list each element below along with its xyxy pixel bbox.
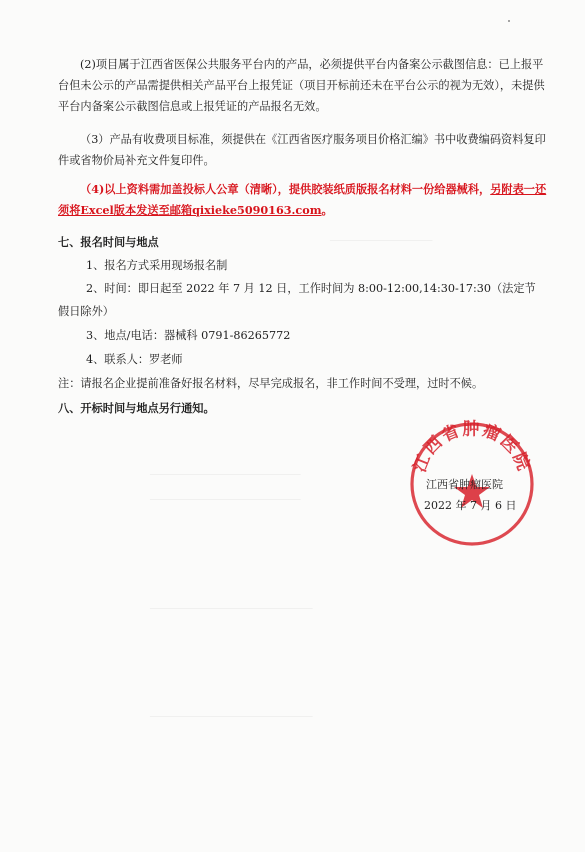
item-4-end: 。 <box>321 203 333 217</box>
registration-note: 注：请报名企业提前准备好报名材料，尽早完成报名，非工作时间不受理，过时不候。 <box>58 377 484 390</box>
item-4-requirement: （4)以上资料需加盖投标人公章（清晰），提供胶装纸质版报名材料一份给器械科， <box>80 182 491 196</box>
section-7-item-2-line-1: 2、时间：即日起至 2022 年 7 月 12 日，工作时间为 8:00-12:00,14:30-17:30（法定节 <box>86 282 536 295</box>
show-through-text: ───────────────────────── <box>150 470 301 481</box>
show-through-text: ───────────────────────── <box>150 495 301 506</box>
section-8-title: 八、开标时间与地点另行通知。 <box>58 401 215 415</box>
section-7-item-4: 4、联系人：罗老师 <box>86 353 183 366</box>
section-7-item-1: 1、报名方式采用现场报名制 <box>86 259 228 272</box>
section-7-item-2-line-2: 假日除外） <box>58 305 114 318</box>
paragraph-item-4 <box>58 179 550 221</box>
section-7-item-3: 3、地点/电话：器械科 0791-86265772 <box>86 329 291 342</box>
paragraph-item-3: （3）产品有收费项目标准，须提供在《江西省医疗服务项目价格汇编》书中收费编码资料复印件或省物价局补充文件复印件。 <box>58 133 546 167</box>
issue-date: 2022 年 7 月 6 日 <box>424 499 517 512</box>
issuing-org: 江西省肿瘤医院 <box>426 478 503 491</box>
show-through-text: ───────────────── <box>330 236 433 247</box>
scan-speck <box>508 20 510 22</box>
svg-text:江西省肿瘤医院: 江西省肿瘤医院 <box>409 419 535 476</box>
signature-block <box>424 474 516 516</box>
item-4-email-instruction: 另附表一还须将Excel版本发送至邮箱qixieke5090163.com <box>58 182 547 217</box>
show-through-text: ─────────────────────────── <box>150 604 313 615</box>
paragraph-item-2: (2)项目属于江西省医保公共服务平台内的产品，必须提供平台内备案公示截图信息：已上报平台但未公示的产品需提供相关产品平台上报凭证（项目开标前还未在平台公示的视为无效），未提供平台内备案公示截图信息或上报凭证的产品报名无效。 <box>58 58 545 113</box>
section-7-title: 七、报名时间与地点 <box>58 235 159 249</box>
show-through-text: ─────────────────────────── <box>150 712 313 723</box>
